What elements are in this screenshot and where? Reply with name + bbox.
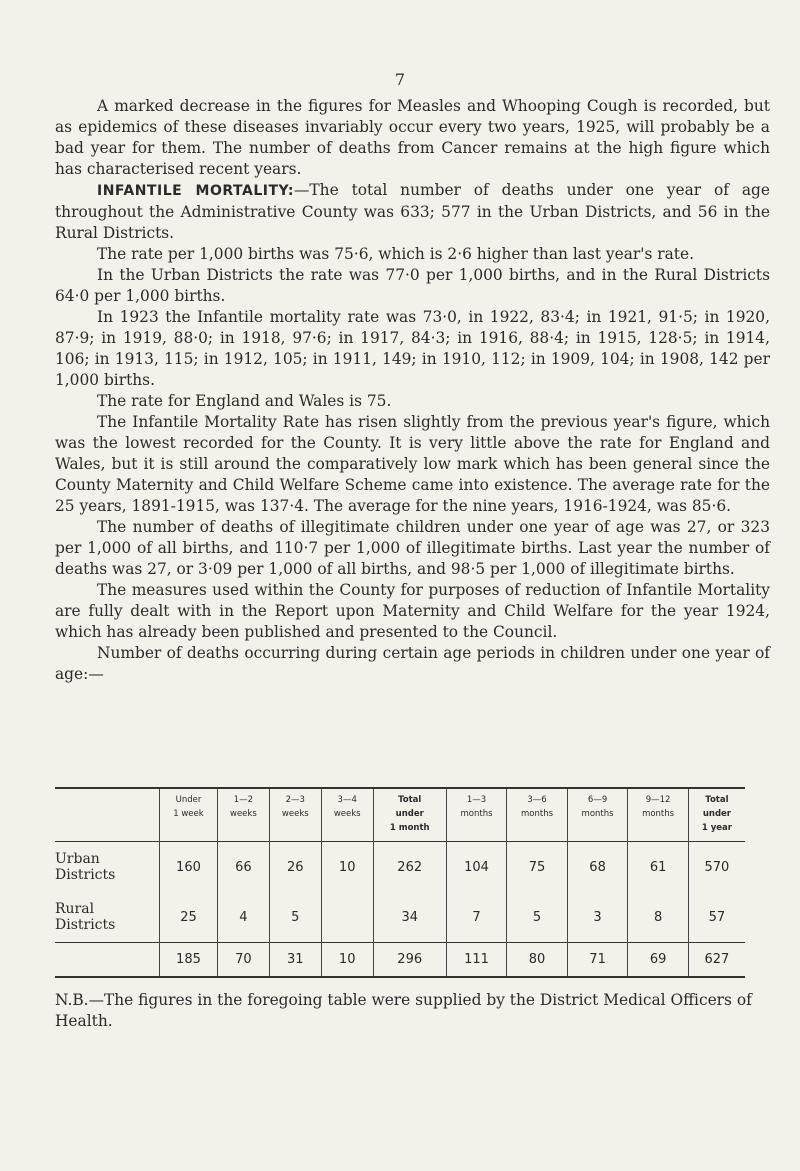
table-row bbox=[55, 892, 745, 943]
table-header: 1—2 weeks bbox=[217, 788, 269, 842]
table-cell: 570 bbox=[688, 842, 745, 893]
section-heading-text: —The total number of deaths under one year of age throughout the Administrative County was 633; 577 in the Urban Districts, and 56 in the Rural Districts. bbox=[55, 181, 770, 242]
page-number: 7 bbox=[394, 70, 406, 89]
paragraph-rate-risen: The Infantile Mortality Rate has risen slightly from the previous year's figure, which was the lowest recorded for the County. It is very little above the rate for England and Wales, but it is still around the comparatively low mark which has been general since the County Maternity and Child Welfare Scheme came into existence. The average rate for the 25 years, 1891-1915, was 137·4. The average for the nine years, 1916-1924, was 85·6. bbox=[55, 413, 770, 515]
table-header-row bbox=[55, 788, 745, 842]
table-cell: 5 bbox=[269, 892, 321, 943]
paragraph-infantile-mortality bbox=[55, 180, 770, 244]
table-cell: 627 bbox=[688, 943, 745, 978]
paragraph-measures: The measures used within the County for purposes of reduction of Infantile Mortality are fully dealt with in the Report upon Maternity and Child Welfare for the year 1924, which has already been published and presented to the Council. bbox=[55, 581, 770, 641]
table-cell: 5 bbox=[507, 892, 568, 943]
table-cell: 160 bbox=[160, 842, 218, 893]
footnote: N.B.—The figures in the foregoing table were supplied by the District Medical Officers of Health. bbox=[55, 991, 752, 1030]
table-cell bbox=[321, 892, 373, 943]
section-heading: INFANTILE MORTALITY: bbox=[97, 183, 295, 199]
table-cell: 111 bbox=[446, 943, 507, 978]
table-cell: 10 bbox=[321, 943, 373, 978]
table-cell: 57 bbox=[688, 892, 745, 943]
table-total-row bbox=[55, 943, 745, 978]
table-cell: 69 bbox=[628, 943, 689, 978]
table-header: 9—12 months bbox=[628, 788, 689, 842]
table-header: Total under 1 month bbox=[373, 788, 446, 842]
age-periods-table bbox=[55, 787, 745, 978]
table-header: Under 1 week bbox=[160, 788, 218, 842]
table-cell: 75 bbox=[507, 842, 568, 893]
table-cell: 262 bbox=[373, 842, 446, 893]
table-cell: 7 bbox=[446, 892, 507, 943]
table-header: Total under 1 year bbox=[688, 788, 745, 842]
table-cell: 68 bbox=[567, 842, 628, 893]
table-cell: 61 bbox=[628, 842, 689, 893]
paragraph-table-intro: Number of deaths occurring during certain age periods in children under one year of age:— bbox=[55, 644, 770, 683]
table-cell: 71 bbox=[567, 943, 628, 978]
table-cell: 10 bbox=[321, 842, 373, 893]
table-cell: 8 bbox=[628, 892, 689, 943]
paragraph-england-wales: The rate for England and Wales is 75. bbox=[97, 392, 392, 410]
table-cell: 26 bbox=[269, 842, 321, 893]
paragraph-illegitimate: The number of deaths of illegitimate children under one year of age was 27, or 323 per 1,000 of all births, and 110·7 per 1,000 of illegitimate births. Last year the number of deaths was 27, or 3·09 per 1,000 of all births, and 98·5 per 1,000 of illegitimate births. bbox=[55, 518, 770, 578]
table-cell: 185 bbox=[160, 943, 218, 978]
table-cell: 296 bbox=[373, 943, 446, 978]
table-cell: 3 bbox=[567, 892, 628, 943]
table-cell: 66 bbox=[217, 842, 269, 893]
paragraph-rate: The rate per 1,000 births was 75·6, which is 2·6 higher than last year's rate. bbox=[97, 245, 694, 263]
table-header: 1—3 months bbox=[446, 788, 507, 842]
table-cell: 70 bbox=[217, 943, 269, 978]
table-header: 2—3 weeks bbox=[269, 788, 321, 842]
paragraph-measles: A marked decrease in the figures for Measles and Whooping Cough is recorded, but as epidemics of these diseases invariably occur every two years, 1925, will probably be a bad year for them. The number of deaths from Cancer remains at the high figure which has characterised recent years. bbox=[55, 97, 770, 178]
row-label: Urban Districts bbox=[55, 851, 116, 883]
table-cell: 104 bbox=[446, 842, 507, 893]
row-label: Rural Districts bbox=[55, 901, 116, 933]
paragraph-urban-rural-rate: In the Urban Districts the rate was 77·0 per 1,000 births, and in the Rural Districts 64·0 per 1,000 births. bbox=[55, 266, 770, 305]
table-header-blank bbox=[55, 788, 160, 842]
row-label bbox=[55, 943, 160, 978]
table-cell: 4 bbox=[217, 892, 269, 943]
table-row bbox=[55, 842, 745, 893]
table-cell: 80 bbox=[507, 943, 568, 978]
table-header: 3—6 months bbox=[507, 788, 568, 842]
paragraph-historic-rates: In 1923 the Infantile mortality rate was 73·0, in 1922, 83·4; in 1921, 91·5; in 1920, 87·9; in 1919, 88·0; in 1918, 97·6; in 1917, 84·3; in 1916, 88·4; in 1915, 128·5; in 1914, 106; in 1913, 115; in 1912, 105; in 1911, 149; in 1910, 112; in 1909, 104; in 1908, 142 per 1,000 births. bbox=[55, 308, 770, 389]
table-cell: 25 bbox=[160, 892, 218, 943]
table-header: 6—9 months bbox=[567, 788, 628, 842]
table-header: 3—4 weeks bbox=[321, 788, 373, 842]
table-cell: 34 bbox=[373, 892, 446, 943]
body-text bbox=[55, 96, 770, 685]
table-cell: 31 bbox=[269, 943, 321, 978]
